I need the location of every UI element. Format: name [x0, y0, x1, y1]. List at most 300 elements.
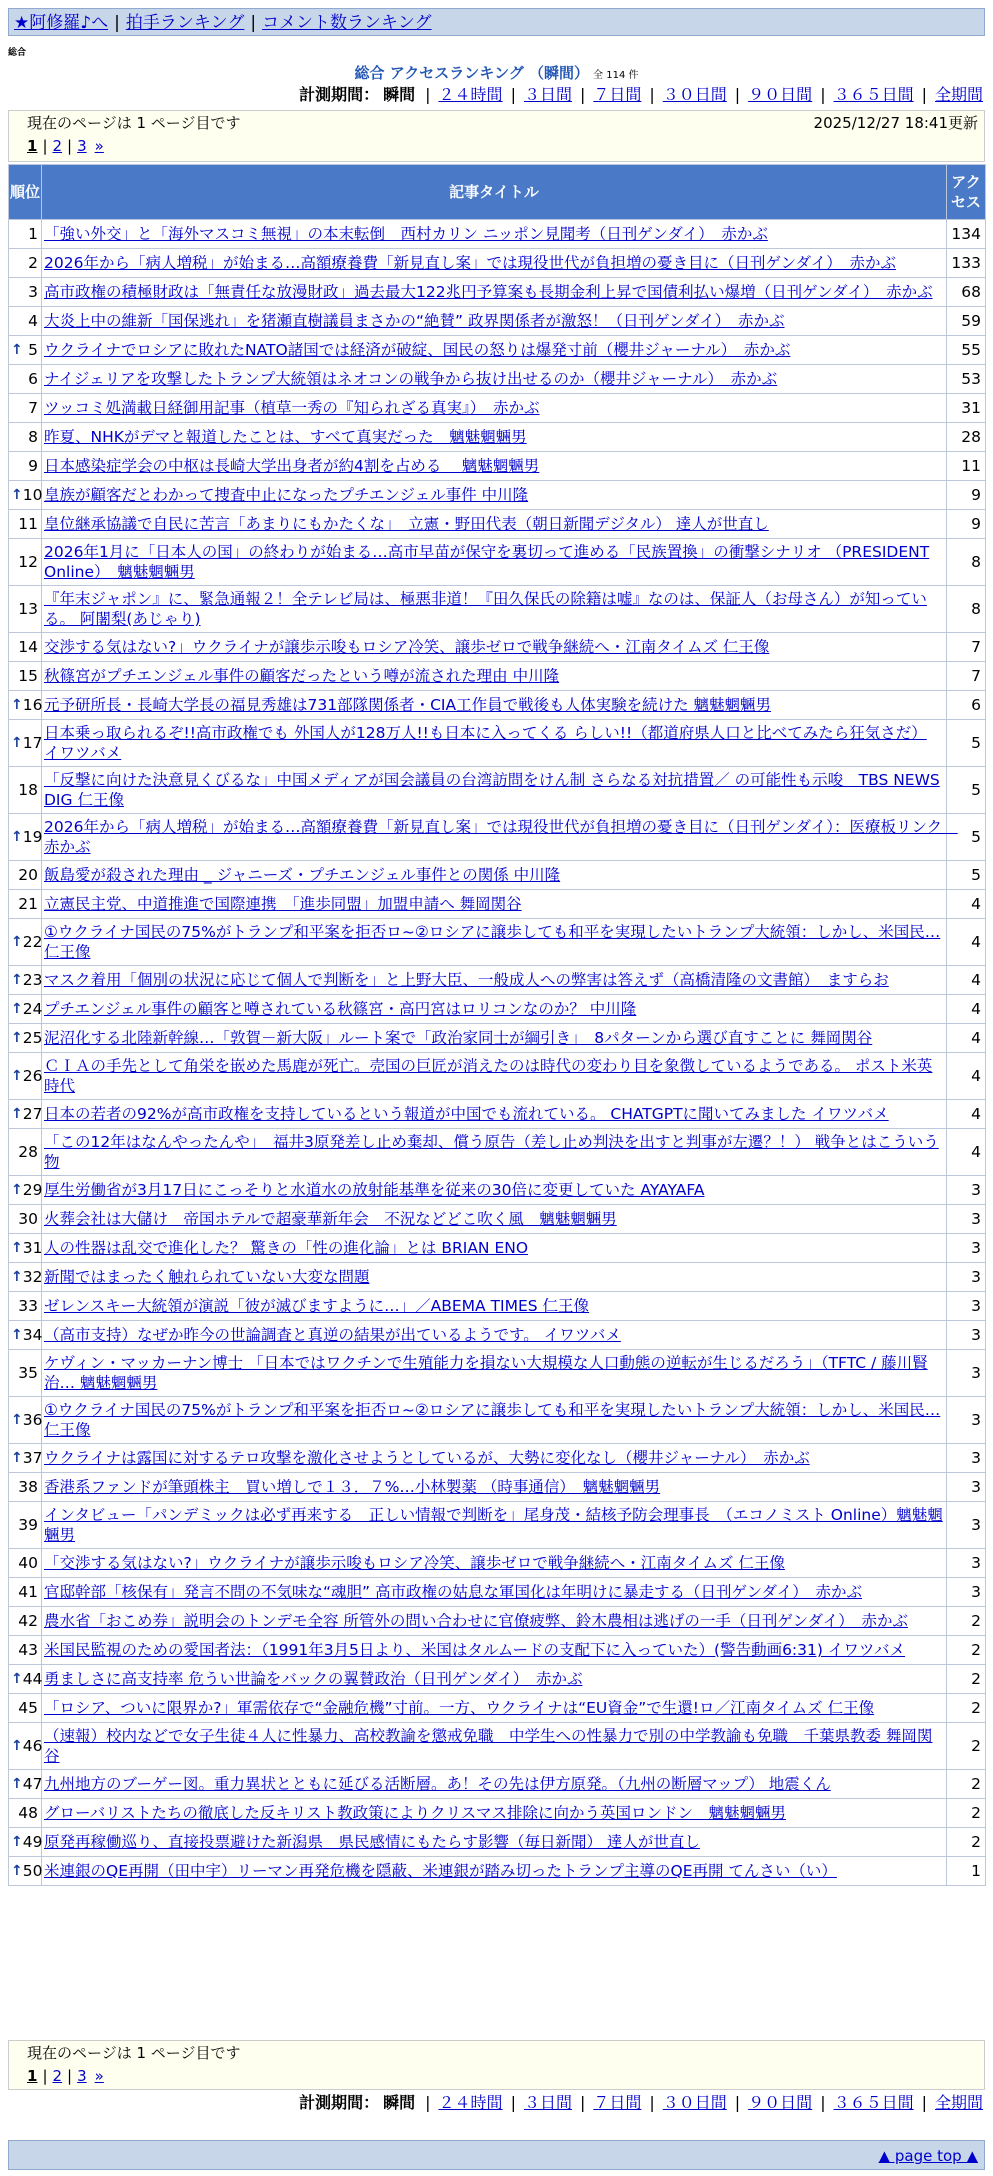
ranking-table	[8, 164, 986, 1886]
rank-cell	[9, 1444, 42, 1473]
rank-number: 9	[28, 457, 38, 475]
period-separator: |	[820, 2093, 826, 2112]
access-count-cell: 3	[947, 1444, 986, 1473]
access-count-cell: 28	[947, 423, 986, 452]
title-cell	[42, 861, 947, 890]
title-cell	[42, 481, 947, 510]
rank-up-arrow-icon: ↑	[11, 697, 23, 713]
access-count-cell: 4	[947, 1100, 986, 1129]
period-selector-bottom	[299, 2093, 985, 2113]
title-cell	[42, 1665, 947, 1694]
comment-ranking-link[interactable]: コメント数ランキング	[262, 13, 432, 33]
rank-number: 35	[18, 1364, 38, 1382]
table-row	[9, 1578, 986, 1607]
rank-up-arrow-icon: ↑	[11, 487, 23, 503]
rank-number: 27	[22, 1105, 43, 1123]
access-count-cell: 3	[947, 1473, 986, 1502]
rank-cell	[9, 861, 42, 890]
article-title-link[interactable]: 「反撃に向けた決意見くびるな」中国メディアが国会議員の台湾訪問をけん制 さらなる対抗措置／ の可能性も示唆 TBS NEWS DIG 仁王像	[44, 771, 940, 809]
rank-cell	[9, 633, 42, 662]
article-title-link[interactable]: 「ロシア、ついに限界か?」軍需依存で“金融危機”寸前。一方、ウクライナは“EU資金”で生還!ロ／江南タイムズ 仁王像	[44, 1699, 875, 1717]
rank-cell	[9, 662, 42, 691]
rank-cell	[9, 423, 42, 452]
access-count-cell: 4	[947, 966, 986, 995]
table-row	[9, 1176, 986, 1205]
table-row	[9, 1857, 986, 1886]
rank-number: 38	[18, 1478, 38, 1496]
period-selector-top	[299, 85, 985, 105]
rank-cell	[9, 720, 42, 767]
home-link[interactable]: ★阿修羅♪へ	[14, 13, 109, 33]
rank-cell	[9, 1350, 42, 1397]
rank-up-arrow-icon: ↑	[11, 1450, 23, 1466]
period-link[interactable]: ７日間	[593, 2093, 642, 2112]
access-count-cell: 59	[947, 307, 986, 336]
period-separator: |	[820, 85, 826, 104]
rank-number: 12	[18, 553, 38, 571]
rank-cell	[9, 278, 42, 307]
article-title-link[interactable]: 香港系ファンドが筆頭株主 買い増しで１３．７%…小林製薬 （時事通信） 魑魅魍魎男	[44, 1478, 661, 1496]
rank-cell	[9, 1694, 42, 1723]
rank-cell	[9, 1828, 42, 1857]
page-link[interactable]: 2	[52, 137, 63, 155]
title-cell	[42, 1473, 947, 1502]
rank-number: 45	[18, 1699, 38, 1717]
rank-number: 17	[22, 734, 43, 752]
table-row	[9, 691, 986, 720]
title-cell	[42, 586, 947, 633]
article-title-link[interactable]: 皇位継承協議で自民に苦言「あまりにもかたくな」 立憲・野田代表（朝日新聞デジタル） 達人が世直し	[44, 515, 769, 533]
title-cell	[42, 966, 947, 995]
article-title-link[interactable]: ＣＩＡの手先として角栄を嵌めた馬鹿が死亡。売国の巨匠が消えたのは時代の変わり目を象徴しているようである。 ポスト米英時代	[44, 1057, 933, 1095]
nav-separator: |	[250, 13, 257, 33]
rank-number: 43	[18, 1641, 38, 1659]
access-count-cell: 6	[947, 691, 986, 720]
pagination-separator: |	[42, 2067, 48, 2085]
table-row	[9, 336, 986, 365]
article-title-link[interactable]: 官邸幹部「核保有」発言不問の不気味な“魂胆” 高市政権の姑息な軍国化は年明けに暴走する（日刊ゲンダイ） 赤かぶ	[44, 1583, 863, 1601]
rank-number: 40	[18, 1554, 38, 1572]
rank-cell	[9, 481, 42, 510]
title-cell	[42, 336, 947, 365]
title-cell	[42, 278, 947, 307]
title-cell	[42, 1100, 947, 1129]
article-title-link[interactable]: 「交渉する気はない?」ウクライナが譲歩示唆もロシア冷笑、譲歩ゼロで戦争継続へ・江南タイムズ 仁王像	[44, 1554, 785, 1572]
article-title-link[interactable]: 高市政権の積極財政は「無責任な放漫財政」過去最大122兆円予算案も長期金利上昇で国債利払い爆増（日刊ゲンダイ） 赤かぶ	[44, 283, 933, 301]
title-cell	[42, 1350, 947, 1397]
period-link[interactable]: ３０日間	[662, 2093, 727, 2112]
period-separator: |	[425, 2093, 431, 2112]
period-link[interactable]: ２４時間	[438, 85, 503, 104]
title-cell	[42, 1502, 947, 1549]
rank-cell	[9, 1857, 42, 1886]
access-count-cell: 2	[947, 1636, 986, 1665]
rank-cell	[9, 586, 42, 633]
rank-cell	[9, 394, 42, 423]
access-count-cell: 3	[947, 1176, 986, 1205]
rank-number: 42	[18, 1612, 38, 1630]
access-count-cell: 3	[947, 1321, 986, 1350]
rank-number: 46	[22, 1737, 43, 1755]
access-count-cell: 3	[947, 1549, 986, 1578]
period-link[interactable]: ３６５日間	[833, 2093, 914, 2112]
next-page-link[interactable]: »	[94, 2067, 104, 2085]
period-link[interactable]: ３日間	[523, 2093, 572, 2112]
rank-number: 2	[28, 254, 38, 272]
access-count-cell: 68	[947, 278, 986, 307]
access-count-cell: 5	[947, 767, 986, 814]
title-cell	[42, 249, 947, 278]
article-title-link[interactable]: ①ウクライナ国民の75%がトランプ和平案を拒否ロ~②ロシアに譲歩しても和平を実現したいトランプ大統領：しかし、米国民… 仁王像	[44, 1401, 941, 1439]
access-count-cell: 3	[947, 1578, 986, 1607]
rank-number: 23	[22, 971, 43, 989]
article-title-link[interactable]: 原発再稼働巡り、直接投票避けた新潟県 県民感情にもたらす影響（毎日新聞） 達人が世直し	[44, 1833, 700, 1851]
title-header: 記事タイトル	[42, 165, 947, 220]
article-title-link[interactable]: 泥沼化する北陸新幹線…「敦賀－新大阪」ルート案で「政治家同士が綱引き」 8パターンから選び直すことに 舞岡関谷	[44, 1029, 873, 1047]
access-count-cell: 2	[947, 1694, 986, 1723]
page-title: 総合 アクセスランキング （瞬間）	[354, 64, 590, 82]
article-title-link[interactable]: 厚生労働省が3月17日にこっそりと水道水の放射能基準を従来の30倍に変更していた AYAYAFA	[44, 1181, 705, 1199]
rank-cell	[9, 1799, 42, 1828]
period-label: 計測期間：	[299, 85, 380, 104]
table-row	[9, 1723, 986, 1770]
access-count-cell: 2	[947, 1607, 986, 1636]
period-separator: |	[579, 85, 586, 104]
period-separator: |	[510, 2093, 516, 2112]
article-title-link[interactable]: 日本の若者の92%が高市政権を支持しているという報道が中国でも流れている。 CHATGPTに聞いてみました イワツバメ	[44, 1105, 889, 1123]
period-link[interactable]: ７日間	[593, 85, 642, 104]
period-label: 計測期間：	[299, 2093, 380, 2112]
rank-cell	[9, 1723, 42, 1770]
rank-number: 10	[22, 486, 43, 504]
rank-up-arrow-icon: ↑	[11, 1738, 23, 1754]
table-row	[9, 633, 986, 662]
access-count-cell: 4	[947, 919, 986, 966]
rank-number: 7	[28, 399, 38, 417]
rank-cell	[9, 1292, 42, 1321]
rank-number: 48	[18, 1804, 38, 1822]
rank-number: 29	[22, 1181, 43, 1199]
article-title-link[interactable]: （速報）校内などで女子生徒４人に性暴力、高校教諭を懲戒免職 中学生への性暴力で別の中学教諭も免職 千葉県教委 舞岡関谷	[44, 1727, 933, 1765]
title-cell	[42, 1636, 947, 1665]
table-row	[9, 890, 986, 919]
access-count-cell: 2	[947, 1799, 986, 1828]
rank-cell	[9, 1636, 42, 1665]
article-title-link[interactable]: 農水省「おこめ券」説明会のトンデモ全容 所管外の問い合わせに官僚疲弊、鈴木農相は逃げの一手（日刊ゲンダイ） 赤かぶ	[44, 1612, 908, 1630]
rank-number: 15	[18, 667, 38, 685]
rank-up-arrow-icon: ↑	[11, 1834, 23, 1850]
rank-number: 5	[28, 341, 38, 359]
period-separator: |	[579, 2093, 586, 2112]
table-row	[9, 1292, 986, 1321]
table-row	[9, 1607, 986, 1636]
access-count-cell: 2	[947, 1723, 986, 1770]
rank-number: 41	[18, 1583, 38, 1601]
article-title-link[interactable]: ウクライナは露国に対するテロ攻撃を激化させようとしているが、大勢に変化なし（櫻井ジャーナル） 赤かぶ	[44, 1449, 810, 1467]
article-title-link[interactable]: マスク着用「個別の状況に応じて個人で判断を」と上野大臣、一般成人への弊害は答えず（高橋清隆の文書館） ますらお	[44, 971, 889, 989]
title-cell	[42, 1694, 947, 1723]
access-count-cell: 5	[947, 861, 986, 890]
period-link[interactable]: 全期間	[934, 2093, 983, 2112]
title-cell	[42, 1444, 947, 1473]
access-count-cell: 3	[947, 1205, 986, 1234]
article-title-link[interactable]: 日本乗っ取られるぞ!!高市政権でも 外国人が128万人!!も日本に入ってくる らしい!!（都道府県人口と比べてみたら狂気さだ） イワツバメ	[44, 724, 927, 762]
period-link[interactable]: ２４時間	[438, 2093, 503, 2112]
article-title-link[interactable]: 「強い外交」と「海外マスコミ無視」の本末転倒 西村カリン ニッポン見聞考（日刊ゲンダイ） 赤かぶ	[44, 225, 768, 243]
article-title-link[interactable]: 昨夏、NHKがデマと報道したことは、すべて真実だった 魑魅魍魎男	[44, 428, 527, 446]
access-count-cell: 8	[947, 586, 986, 633]
article-title-link[interactable]: 米国民監視のための愛国者法：（1991年3月5日より、米国はタルムードの支配下に入っていた）(警告動画6:31) イワツバメ	[44, 1641, 906, 1659]
page-link[interactable]: 3	[77, 2067, 87, 2085]
article-title-link[interactable]: 九州地方のブーゲー図。重力異状とともに延びる活断層。あ！その先は伊方原発。（九州の断層マップ） 地震くん	[44, 1775, 831, 1793]
period-current: 瞬間	[383, 2093, 416, 2112]
rank-up-arrow-icon: ↑	[11, 829, 23, 845]
title-cell	[42, 1723, 947, 1770]
period-link[interactable]: ３０日間	[662, 85, 727, 104]
article-title-link[interactable]: ゼレンスキー大統領が演説「彼が滅びますように…」／ABEMA TIMES 仁王像	[44, 1297, 590, 1315]
article-title-link[interactable]: 交渉する気はない?」ウクライナが譲歩示唆もロシア冷笑、譲歩ゼロで戦争継続へ・江南タイムズ 仁王像	[44, 638, 770, 656]
rank-up-arrow-icon: ↑	[11, 1327, 23, 1343]
access-count-cell: 31	[947, 394, 986, 423]
nav-separator: |	[114, 13, 120, 33]
title-cell	[42, 1828, 947, 1857]
article-title-link[interactable]: 『年末ジャポン』に、緊急通報２！全テレビ局は、極悪非道！『田久保氏の除籍は嘘』なのは、保証人（お母さん）が知っている。 阿闍梨(あじゃり)	[44, 590, 927, 628]
article-title-link[interactable]: 米連銀のQE再開（田中宇）リーマン再発危機を隠蔽、米連銀が踏み切ったトランプ主導のQE再開 てんさい（い）	[44, 1862, 837, 1880]
rank-cell	[9, 1502, 42, 1549]
table-row	[9, 539, 986, 586]
title-cell	[42, 633, 947, 662]
access-count-cell: 4	[947, 890, 986, 919]
table-row	[9, 394, 986, 423]
article-title-link[interactable]: 大炎上中の維新「国保逃れ」を猪瀬直樹議員まさかの“絶賛” 政界関係者が激怒！（日刊ゲンダイ） 赤かぶ	[44, 312, 785, 330]
title-cell	[42, 890, 947, 919]
table-row	[9, 249, 986, 278]
rank-number: 37	[22, 1449, 43, 1467]
rank-cell	[9, 1607, 42, 1636]
rank-cell	[9, 966, 42, 995]
article-title-link[interactable]: 皇族が顧客だとわかって捜査中止になったプチエンジェル事件 中川隆	[44, 486, 529, 504]
page-info-bottom	[8, 2040, 985, 2090]
footer-bar	[8, 2140, 985, 2170]
title-cell	[42, 220, 947, 249]
rank-number: 36	[22, 1411, 43, 1429]
article-title-link[interactable]: ①ウクライナ国民の75%がトランプ和平案を拒否ロ~②ロシアに譲歩しても和平を実現したいトランプ大統領：しかし、米国民… 仁王像	[44, 923, 941, 961]
title-cell	[42, 394, 947, 423]
rank-number: 30	[18, 1210, 38, 1228]
article-title-link[interactable]: 秋篠宮がプチエンジェル事件の顧客だったという噂が流された理由 中川隆	[44, 667, 560, 685]
period-link[interactable]: ３６５日間	[833, 85, 914, 104]
access-count-cell: 3	[947, 1350, 986, 1397]
rank-cell	[9, 1549, 42, 1578]
rank-number: 25	[22, 1029, 43, 1047]
table-row	[9, 1234, 986, 1263]
rank-number: 28	[18, 1143, 38, 1161]
article-title-link[interactable]: ケヴィン・マッカーナン博士 「日本ではワクチンで生殖能力を損ない大規模な人口動態の逆転が生じるだろう」（TFTC / 藤川賢治… 魑魅魍魎男	[44, 1354, 928, 1392]
current-page-number: 1	[27, 137, 38, 155]
table-row	[9, 1473, 986, 1502]
table-row	[9, 814, 986, 861]
rank-cell	[9, 307, 42, 336]
rank-cell	[9, 1263, 42, 1292]
article-title-link[interactable]: 立憲民主党、中道推進で国際連携 「進歩同盟」加盟申請へ 舞岡関谷	[44, 895, 522, 913]
article-title-link[interactable]: ウクライナでロシアに敗れたNATO諸国では経済が破綻、国民の怒りは爆発寸前（櫻井ジャーナル） 赤かぶ	[44, 341, 791, 359]
table-row	[9, 1397, 986, 1444]
rank-up-arrow-icon: ↑	[11, 1001, 23, 1017]
table-row	[9, 1100, 986, 1129]
pagination	[9, 135, 984, 157]
article-title-link[interactable]: 2026年から「病人増税」が始まる…高額療養費「新見直し案」では現役世代が負担増の憂き目に（日刊ゲンダイ） 赤かぶ	[44, 254, 896, 272]
table-row	[9, 767, 986, 814]
table-row	[9, 1024, 986, 1053]
access-count-cell: 9	[947, 481, 986, 510]
rank-cell	[9, 691, 42, 720]
rank-cell	[9, 249, 42, 278]
rank-cell	[9, 814, 42, 861]
rank-number: 21	[18, 895, 38, 913]
rank-up-arrow-icon: ↑	[11, 1106, 23, 1122]
table-row	[9, 1263, 986, 1292]
article-title-link[interactable]: 火葬会社は大儲け 帝国ホテルで超豪華新年会 不況などどこ吹く風 魑魅魍魎男	[44, 1210, 617, 1228]
rank-cell	[9, 539, 42, 586]
title-cell	[42, 691, 947, 720]
rank-number: 13	[18, 600, 38, 618]
access-count-cell: 3	[947, 1502, 986, 1549]
rank-up-arrow-icon: ↑	[11, 972, 23, 988]
article-title-link[interactable]: 勇ましさに高支持率 危うい世論をバックの翼賛政治（日刊ゲンダイ） 赤かぶ	[44, 1670, 583, 1688]
total-count: 全 114 件	[593, 70, 639, 81]
rank-number: 50	[22, 1862, 43, 1880]
rank-cell	[9, 1053, 42, 1100]
title-cell	[42, 767, 947, 814]
title-cell	[42, 1292, 947, 1321]
rank-number: 4	[28, 312, 38, 330]
access-count-cell: 4	[947, 995, 986, 1024]
period-separator: |	[734, 2093, 741, 2112]
rank-cell	[9, 890, 42, 919]
rank-cell	[9, 336, 42, 365]
period-link[interactable]: 全期間	[934, 85, 983, 104]
article-title-link[interactable]: 飯島愛が殺された理由 _ ジャニーズ・プチエンジェル事件との関係 中川隆	[44, 866, 561, 884]
title-cell	[42, 539, 947, 586]
title-cell	[42, 995, 947, 1024]
title-cell	[42, 452, 947, 481]
rank-cell	[9, 220, 42, 249]
access-count-cell: 7	[947, 633, 986, 662]
rank-up-arrow-icon: ↑	[11, 1776, 23, 1792]
access-count-cell: 2	[947, 1828, 986, 1857]
rank-cell	[9, 1321, 42, 1350]
page-top-link[interactable]: ▲ page top ▲	[878, 2147, 978, 2165]
article-title-link[interactable]: プチエンジェル事件の顧客と噂されている秋篠宮・高円宮はロリコンなのか？ 中川隆	[44, 1000, 637, 1018]
rank-up-arrow-icon: ↑	[11, 1240, 23, 1256]
period-link[interactable]: ３日間	[523, 85, 572, 104]
rank-cell	[9, 1100, 42, 1129]
article-title-link[interactable]: グローバリストたちの徹底した反キリスト教政策によりクリスマス排除に向かう英国ロンドン 魑魅魍魎男	[44, 1804, 786, 1822]
title-cell	[42, 1129, 947, 1176]
title-cell	[42, 1053, 947, 1100]
page-link[interactable]: 2	[52, 2067, 63, 2085]
rank-number: 19	[22, 828, 43, 846]
period-link[interactable]: ９０日間	[748, 2093, 813, 2112]
rank-up-arrow-icon: ↑	[11, 1068, 23, 1084]
rank-number: 8	[28, 428, 38, 446]
pagination-separator: |	[67, 2067, 73, 2085]
rank-up-arrow-icon: ↑	[11, 735, 23, 751]
title-cell	[42, 1770, 947, 1799]
title-cell	[42, 1234, 947, 1263]
access-count-cell: 55	[947, 336, 986, 365]
rank-cell	[9, 1129, 42, 1176]
article-title-link[interactable]: インタビュー「パンデミックは必ず再来する 正しい情報で判断を」尾身茂・結核予防会理事長 （エコノミスト Online）魑魅魍魎男	[44, 1506, 943, 1544]
access-count-cell: 5	[947, 814, 986, 861]
rank-header: 順位	[9, 165, 42, 220]
table-row	[9, 1770, 986, 1799]
access-count-cell: 4	[947, 1053, 986, 1100]
rank-number: 11	[18, 515, 38, 533]
table-row	[9, 452, 986, 481]
rank-number: 32	[22, 1268, 43, 1286]
article-title-link[interactable]: ツッコミ処満載日経御用記事（植草一秀の『知られざる真実』） 赤かぶ	[44, 399, 540, 417]
article-title-link[interactable]: 人の性器は乱交で進化した？ 驚きの「性の進化論」とは BRIAN ENO	[44, 1239, 529, 1257]
rank-cell	[9, 1234, 42, 1263]
article-title-link[interactable]: ナイジェリアを攻撃したトランプ大統領はネオコンの戦争から抜け出せるのか（櫻井ジャーナル） 赤かぶ	[44, 370, 778, 388]
table-row	[9, 423, 986, 452]
rank-cell	[9, 1024, 42, 1053]
article-title-link[interactable]: 2026年から「病人増税」が始まる…高額療養費「新見直し案」では現役世代が負担増の憂き目に（日刊ゲンダイ）：医療板リンク 赤かぶ	[44, 818, 958, 856]
rank-number: 1	[28, 225, 38, 243]
article-title-link[interactable]: 「この12年はなんやったんや」 福井3原発差し止め棄却、償う原告（差し止め判決を出すと判事が左遷？！） 戦争とはこういう物	[44, 1133, 939, 1171]
access-count-cell: 2	[947, 1770, 986, 1799]
table-row	[9, 995, 986, 1024]
rank-up-arrow-icon: ↑	[11, 934, 23, 950]
table-row	[9, 307, 986, 336]
updated-timestamp: 2025/12/27 18:41更新	[813, 114, 978, 132]
table-row	[9, 481, 986, 510]
article-title-link[interactable]: 元予研所長・長崎大学長の福見秀雄は731部隊関係者・CIA工作員で戦後も人体実験を続けた 魑魅魍魎男	[44, 696, 772, 714]
access-count-cell: 133	[947, 249, 986, 278]
page-status-row	[9, 2041, 984, 2065]
rank-number: 24	[22, 1000, 43, 1018]
rank-cell	[9, 365, 42, 394]
table-row	[9, 919, 986, 966]
table-row	[9, 1053, 986, 1100]
rank-number: 44	[22, 1670, 43, 1688]
table-row	[9, 966, 986, 995]
period-link[interactable]: ９０日間	[748, 85, 813, 104]
page-link[interactable]: 3	[77, 137, 87, 155]
clap-ranking-link[interactable]: 拍手ランキング	[125, 13, 245, 33]
period-separator: |	[921, 85, 927, 104]
rank-number: 47	[22, 1775, 43, 1793]
article-title-link[interactable]: （高市支持）なぜか昨今の世論調査と真逆の結果が出ているようです。 イワツバメ	[44, 1326, 621, 1344]
rank-number: 34	[22, 1326, 43, 1344]
access-count-cell: 2	[947, 1665, 986, 1694]
article-title-link[interactable]: 日本感染症学会の中枢は長崎大学出身者が約4割を占める 魑魅魍魎男	[44, 457, 540, 475]
rank-number: 20	[18, 866, 38, 884]
period-separator: |	[510, 85, 516, 104]
rank-up-arrow-icon: ↑	[11, 1863, 23, 1879]
article-title-link[interactable]: 2026年1月に「日本人の国」の終わりが始まる…高市早苗が保守を裏切って進める「民族置換」の衝撃シナリオ （PRESIDENT Online） 魑魅魍魎男	[44, 543, 930, 581]
table-row	[9, 1350, 986, 1397]
article-title-link[interactable]: 新聞ではまったく触れられていない大変な問題	[44, 1268, 370, 1286]
next-page-link[interactable]: »	[94, 137, 104, 155]
access-header: アクセス	[947, 165, 986, 220]
rank-number: 18	[18, 781, 38, 799]
rank-number: 33	[18, 1297, 38, 1315]
rank-number: 39	[18, 1516, 38, 1534]
rank-number: 49	[22, 1833, 43, 1851]
table-row	[9, 1828, 986, 1857]
